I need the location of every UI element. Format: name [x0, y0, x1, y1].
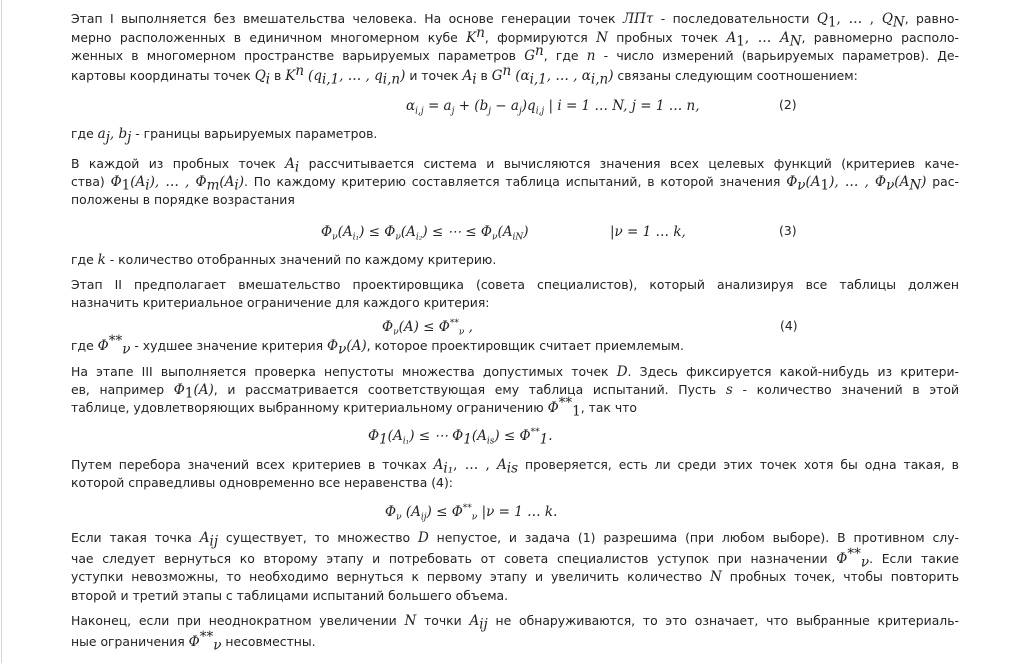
p8-line-1: Путем перебора значений всех критериев в точках $A_{i_1}$, … , $A_{is}$ проверяется, есть ли среди этих точек хотя бы одна такая, в [71, 457, 959, 477]
p8-line-2: которой справедливы одновременно все неравенства (4): [71, 475, 453, 490]
equation-3-number: (3) [779, 223, 797, 238]
p9-line-2: чае следует вернуться ко второму этапу и потребовать от совета специалистов уступок при назначении $\Phi^{**}_\nu$. Если такие [71, 545, 959, 571]
p9-line-3: уступки невозможны, то необходимо вернуться к первому этапу и увеличить количество N пробных точек, чтобы повторить [71, 569, 959, 585]
p1-line-3: женных в многомерном пространстве варьируемых параметров $G^n$, где n - число измерений (варьируемых параметров). Де- [71, 42, 959, 64]
equation-3: $\Phi_\nu(A_{i_1}) \le \Phi_\nu(A_{i_2})$ ≤ ⋯ ≤ $\Phi_\nu(A_{iN})$ [321, 224, 529, 243]
p10-line-1: Наконец, если при неоднократном увеличении N точки $A_{ij}$ не обнаруживаются, то это означает, что выбранные критериаль- [71, 613, 959, 633]
p5-line-2: назначить критериальное ограничение для каждого критерия: [71, 295, 490, 310]
equation-2: $\alpha_{i,j} = a_j + (b_j - a_j)q_{i,j}$ | i = 1 … N, j = 1 … n, [406, 98, 700, 117]
p3-line-2: ства) $\Phi_1(A_i)$, … , $\Phi_m(A_i)$. По каждому критерию составляется таблица испытаний, в которой значения $\Phi_\nu(A_1)$, … , $\Phi_\nu(A_N)$ рас- [71, 174, 959, 194]
p4-line: где k - количество отобранных значений по каждому критерию. [71, 252, 497, 268]
p7-line-3: таблице, удовлетворяющих выбранному критериальному ограничению $\Phi^{**}_1$, так что [71, 394, 637, 420]
equation-2-number: (2) [779, 97, 797, 112]
p1-line-1: Этап I выполняется без вмешательства человека. На основе генерации точек ЛПτ - последовательности $Q_1$, … , $Q_N$, равно- [71, 11, 959, 31]
p2-line: где $a_j$, $b_j$ - границы варьируемых параметров. [71, 126, 378, 146]
p1-line-4: картовы координаты точек $Q_i$ в $K^n$ ($q_{i,1}$, … , $q_{i,n}$) и точек $A_i$ в $G^n$ ($\alpha_{i,1}$, … , $\alpha_{i,n}$) связаны следующим соотношением: [71, 62, 858, 88]
p5-line-1: Этап II предполагает вмешательство проектировщика (совета специалистов), который анализируя все таблицы должен [71, 277, 959, 292]
p3-line-3: положены в порядке возрастания [71, 192, 295, 207]
p3-line-1: В каждой из пробных точек $A_i$ рассчитывается система и вычисляются значения всех целевых функций (критериев каче- [71, 156, 959, 176]
p7-line-2: ев, например $\Phi_1(A)$, и рассматривается соответствующая ему таблица испытаний. Пусть s - количество значений в этой [71, 382, 959, 402]
equation-4-number: (4) [780, 318, 798, 333]
page-left-border [1, 0, 2, 663]
equation-4: $\Phi_\nu(A) \le \Phi^{**}_\nu$ , [382, 318, 473, 338]
equation-5: $\Phi_1(A_{i_1})$ ≤ ⋯ $\Phi_1(A_{is}) \le \Phi^{**}_1$. [368, 427, 553, 448]
p9-line-1: Если такая точка $A_{ij}$ существует, то множество D непустое, и задача (1) разрешима (при любом выборе). В противном слу- [71, 530, 959, 550]
p10-line-2: ные ограничения $\Phi^{**}_\nu$ несовместны. [71, 628, 316, 654]
p1-line-2: мерно расположенных в единичном многомерном кубе $K^n$, формируются N пробных точек $A_1$, … $A_N$, равномерно располо- [71, 24, 959, 50]
p6-line: где $\Phi^{**}_\nu$ - худшее значение критерия $\Phi_\nu(A)$, которое проектировщик считает приемлемым. [71, 332, 684, 358]
equation-3-condition: |ν = 1 … k, [610, 224, 686, 240]
p7-line-1: На этапе III выполняется проверка непустоты множества допустимых точек D. Здесь фиксируется какой-нибудь из критери- [71, 364, 959, 380]
p9-line-4: второй и третий этапы с таблицами испытаний большего объема. [71, 588, 509, 603]
equation-6: $\Phi_\nu$ $(A_{ij}) \le \Phi^{**}_\nu$ |ν = 1 … k. [385, 503, 558, 523]
